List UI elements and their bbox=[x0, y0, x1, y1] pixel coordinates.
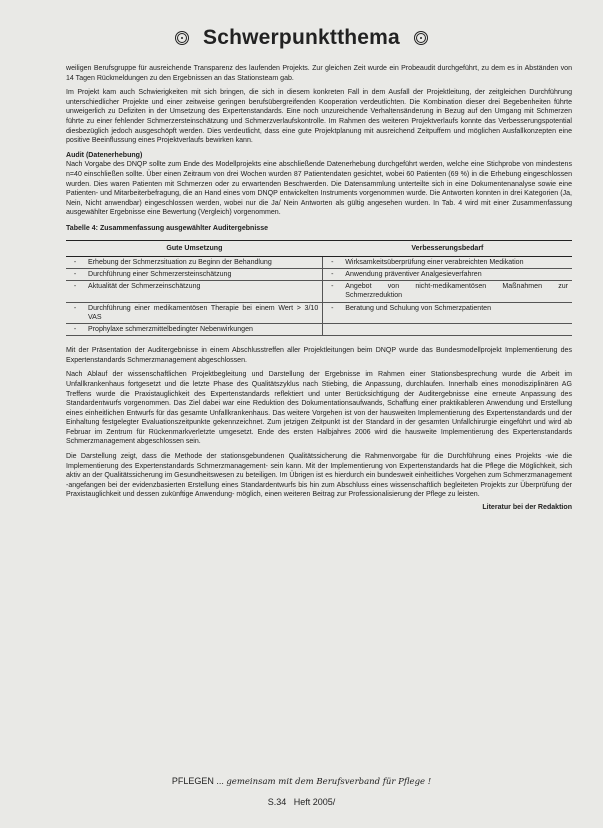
good-item: Prophylaxe schmerzmittelbedingter Nebenwirkungen bbox=[84, 323, 323, 335]
column-header-improve: Verbesserungsbedarf bbox=[323, 240, 572, 256]
improve-item: Beratung und Schulung von Schmerzpatienten bbox=[341, 302, 572, 323]
issue-label: Heft 2005/ bbox=[293, 797, 336, 807]
column-header-good: Gute Umsetzung bbox=[66, 240, 323, 256]
article-body bbox=[66, 64, 572, 513]
section-title: Schwerpunktthema bbox=[203, 26, 400, 49]
table-caption: Tabelle 4: Zusammenfassung ausgewählter Auditergebnisse bbox=[66, 224, 269, 232]
audit-results-table bbox=[66, 240, 572, 337]
footer-slogan: gemeinsam mit dem Berufsverband für Pflege ! bbox=[226, 777, 432, 787]
page-info bbox=[0, 797, 603, 807]
paragraph: Nach Ablauf der wissenschaftlichen Projektbegleitung und Darstellung der Ergebnisse im Rahmen einer Stationsbesprechung wurde die Arbeit im Unfallkrankenhaus fortgesetzt und die letzte Phase des Qualitätszyklus nach Stiebing, die Anpassung, durchlaufen. Innerhalb eines monodisziplinären AG Treffens wurde die Praxistauglichkeit des Expertenstandards reflektiert und unter Berücksichtigung der Auditergebnisse eine erneute Anpassung des Standardentwurfs vorgenommen. Das Ziel dabei war eine Reduktion des Dokumentationsaufwands, Schaffung einer praktikableren Anwendung und Erstellung eines einheitlichen Entwurfs für das gesamte Unfallkrankenhaus. Das weitere Vorgehen ist von der hausweiten Implementierung des Expertenstandards und der Einhaltung festgelegter Evaluationszeitpunkte gekennzeichnet. Zum jetzigen Zeitpunkt ist der Standard in der gesamten Unfallchirurgie eingeführt und wird ab Februar im Zentrum für Rückenmarkverletzte umgesetzt. Ende des ersten Halbjahres 2006 wird die hausweite Implementierung des Expertenstandards Schmerzmanagement abgeschlossen sein. bbox=[66, 371, 572, 446]
paragraph: Nach Vorgabe des DNQP sollte zum Ende des Modellprojekts eine abschließende Datenerhebung durchgeführt werden, welche eine Stichprobe von mindestens n=40 einschließen sollte. Über einen Zeitraum von drei Wochen wurden 87 Patientendaten gesichtet, wobei 60 Patienten (69 %) in die Erhebung eingeschlossen wurden. Dies waren Patienten mit Schmerzen oder zu erwartenden Beschwerden. Die Datensammlung unterteilte sich in eine Dokumentenanalyse sowie eine Patienten- und Mitarbeiterbefragung, die an Hand eines vom DNQP entwickelten Instruments vorgenommen wurde. Die Antworten konnten in drei Kategorien (Ja, Nein, Nicht anwendbar) eingeschlossen werden, wobei nur die Ja/ Nein Antworten als gültig angesehen wurden. In Tab. 4 wird mit einer Zusammenfassung ausgewählter Ergebnisse eine Bewertung (Vergleich) vorgenommen. bbox=[66, 161, 572, 217]
footer-brand: PFLEGEN ... bbox=[171, 776, 224, 786]
paragraph: weiligen Berufsgruppe für ausreichende Transparenz des laufenden Projekts. Zur gleichen Zeit wurde ein Probeaudit durchgeführt, zu dem es in Abständen von 14 Tagen Rückmeldungen zu den Ergebnissen an das Stationsteam gab. bbox=[66, 65, 572, 82]
improve-item: Wirksamkeitsüberprüfung einer verabreichten Medikation bbox=[341, 256, 572, 268]
rosette-left-icon bbox=[175, 31, 189, 45]
improve-item: Angebot von nicht-medikamentösen Maßnahmen zur Schmerzreduktion bbox=[341, 281, 572, 302]
good-item: Durchführung einer medikamentösen Therapie bei einem Wert > 3/10 VAS bbox=[84, 302, 323, 323]
good-item: Erhebung der Schmerzsituation zu Beginn der Behandlung bbox=[84, 256, 323, 268]
rosette-right-icon bbox=[414, 31, 428, 45]
table-row: - Durchführung einer Schmerzersteinschätzung - Anwendung präventiver Analgesieverfahren bbox=[66, 268, 572, 280]
audit-heading: Audit (Datenerhebung) bbox=[66, 151, 143, 159]
table-row: - Durchführung einer medikamentösen Therapie bei einem Wert > 3/10 VAS - Beratung und Schulung von Schmerzpatienten bbox=[66, 302, 572, 323]
page-header bbox=[0, 18, 603, 58]
good-item: Durchführung einer Schmerzersteinschätzung bbox=[84, 268, 323, 280]
table-row: - Prophylaxe schmerzmittelbedingter Nebenwirkungen bbox=[66, 323, 572, 335]
page-number: S.34 bbox=[267, 797, 287, 807]
improve-item bbox=[341, 323, 572, 335]
table-row: - Aktualität der Schmerzeinschätzung - Angebot von nicht-medikamentösen Maßnahmen zur Schmerzreduktion bbox=[66, 281, 572, 302]
table-row: - Erhebung der Schmerzsituation zu Beginn der Behandlung - Wirksamkeitsüberprüfung einer verabreichten Medikation bbox=[66, 256, 572, 268]
good-item: Aktualität der Schmerzeinschätzung bbox=[84, 281, 323, 302]
paragraph: Mit der Präsentation der Auditergebnisse in einem Abschlusstreffen aller Projektleitungen beim DNQP wurde das Bundesmodellprojekt Implementierung des Expertenstandards Schmerzmanagement abgeschlossen. bbox=[66, 347, 572, 364]
page-footer bbox=[0, 776, 603, 787]
paragraph: Im Projekt kam auch Schwierigkeiten mit sich bringen, die sich in diesem konkreten Fall in dem Ausfall der Projektleitung, der zeitgleichen Durchführung unterschiedlicher Projekte und einer zeitweise geringen berufsübergreifenden Kooperation verdeutlichten. Die Kombination dieser drei Begebenheiten führte unweigerlich zu Defiziten in der Umsetzung des Expertenstandards. Eine noch unzureichende Verhaltensänderung in Bezug auf den Umgang mit Schmerzen führte zu einer fehlender Schmerzersteinschätzung und Schmerzverlaufskontrolle. Im Rahmen des weiteren Projektverlaufs konnte das Verbesserungspotential diesbezüglich jedoch ausgeschöpft werden. Dies verdeutlicht, dass eine gute Projektplanung mit ausreichend Zeitpuffern und möglichen Ausfallkonzepten eine positive Beeinflussung eines Projektverlaufs bewirken kann. bbox=[66, 89, 572, 145]
literature-note: Literatur bei der Redaktion bbox=[482, 504, 572, 512]
paragraph: Die Darstellung zeigt, dass die Methode der stationsgebundenen Qualitätssicherung die Rahmenvorgabe für die Durchführung eines Projekts -wie die Implementierung des Expertenstandards Schmerzmanagement- sein kann. Mit der Implementierung von Expertenstandards hat die Pflege die Möglichkeit, sich aktiv an der Qualitätssicherung im Gesundheitswesen zu beteiligen. Im Übrigen ist es hierdurch ein bundesweit einheitliches Vorgehen zum Schmerzmanagement -angefangen bei der evidenzbasierten Erstellung eines Standardentwurfs bis hin zum Abschluss eines wissenschaftlich begleiteten Projekts zur Überprüfung der Praxistauglichkeit und dessen zukünftige Anwendung- möglich, einen weiteren Beitrag zur Professionalisierung der Pflege zu leisten. bbox=[66, 453, 572, 499]
improve-item: Anwendung präventiver Analgesieverfahren bbox=[341, 268, 572, 280]
